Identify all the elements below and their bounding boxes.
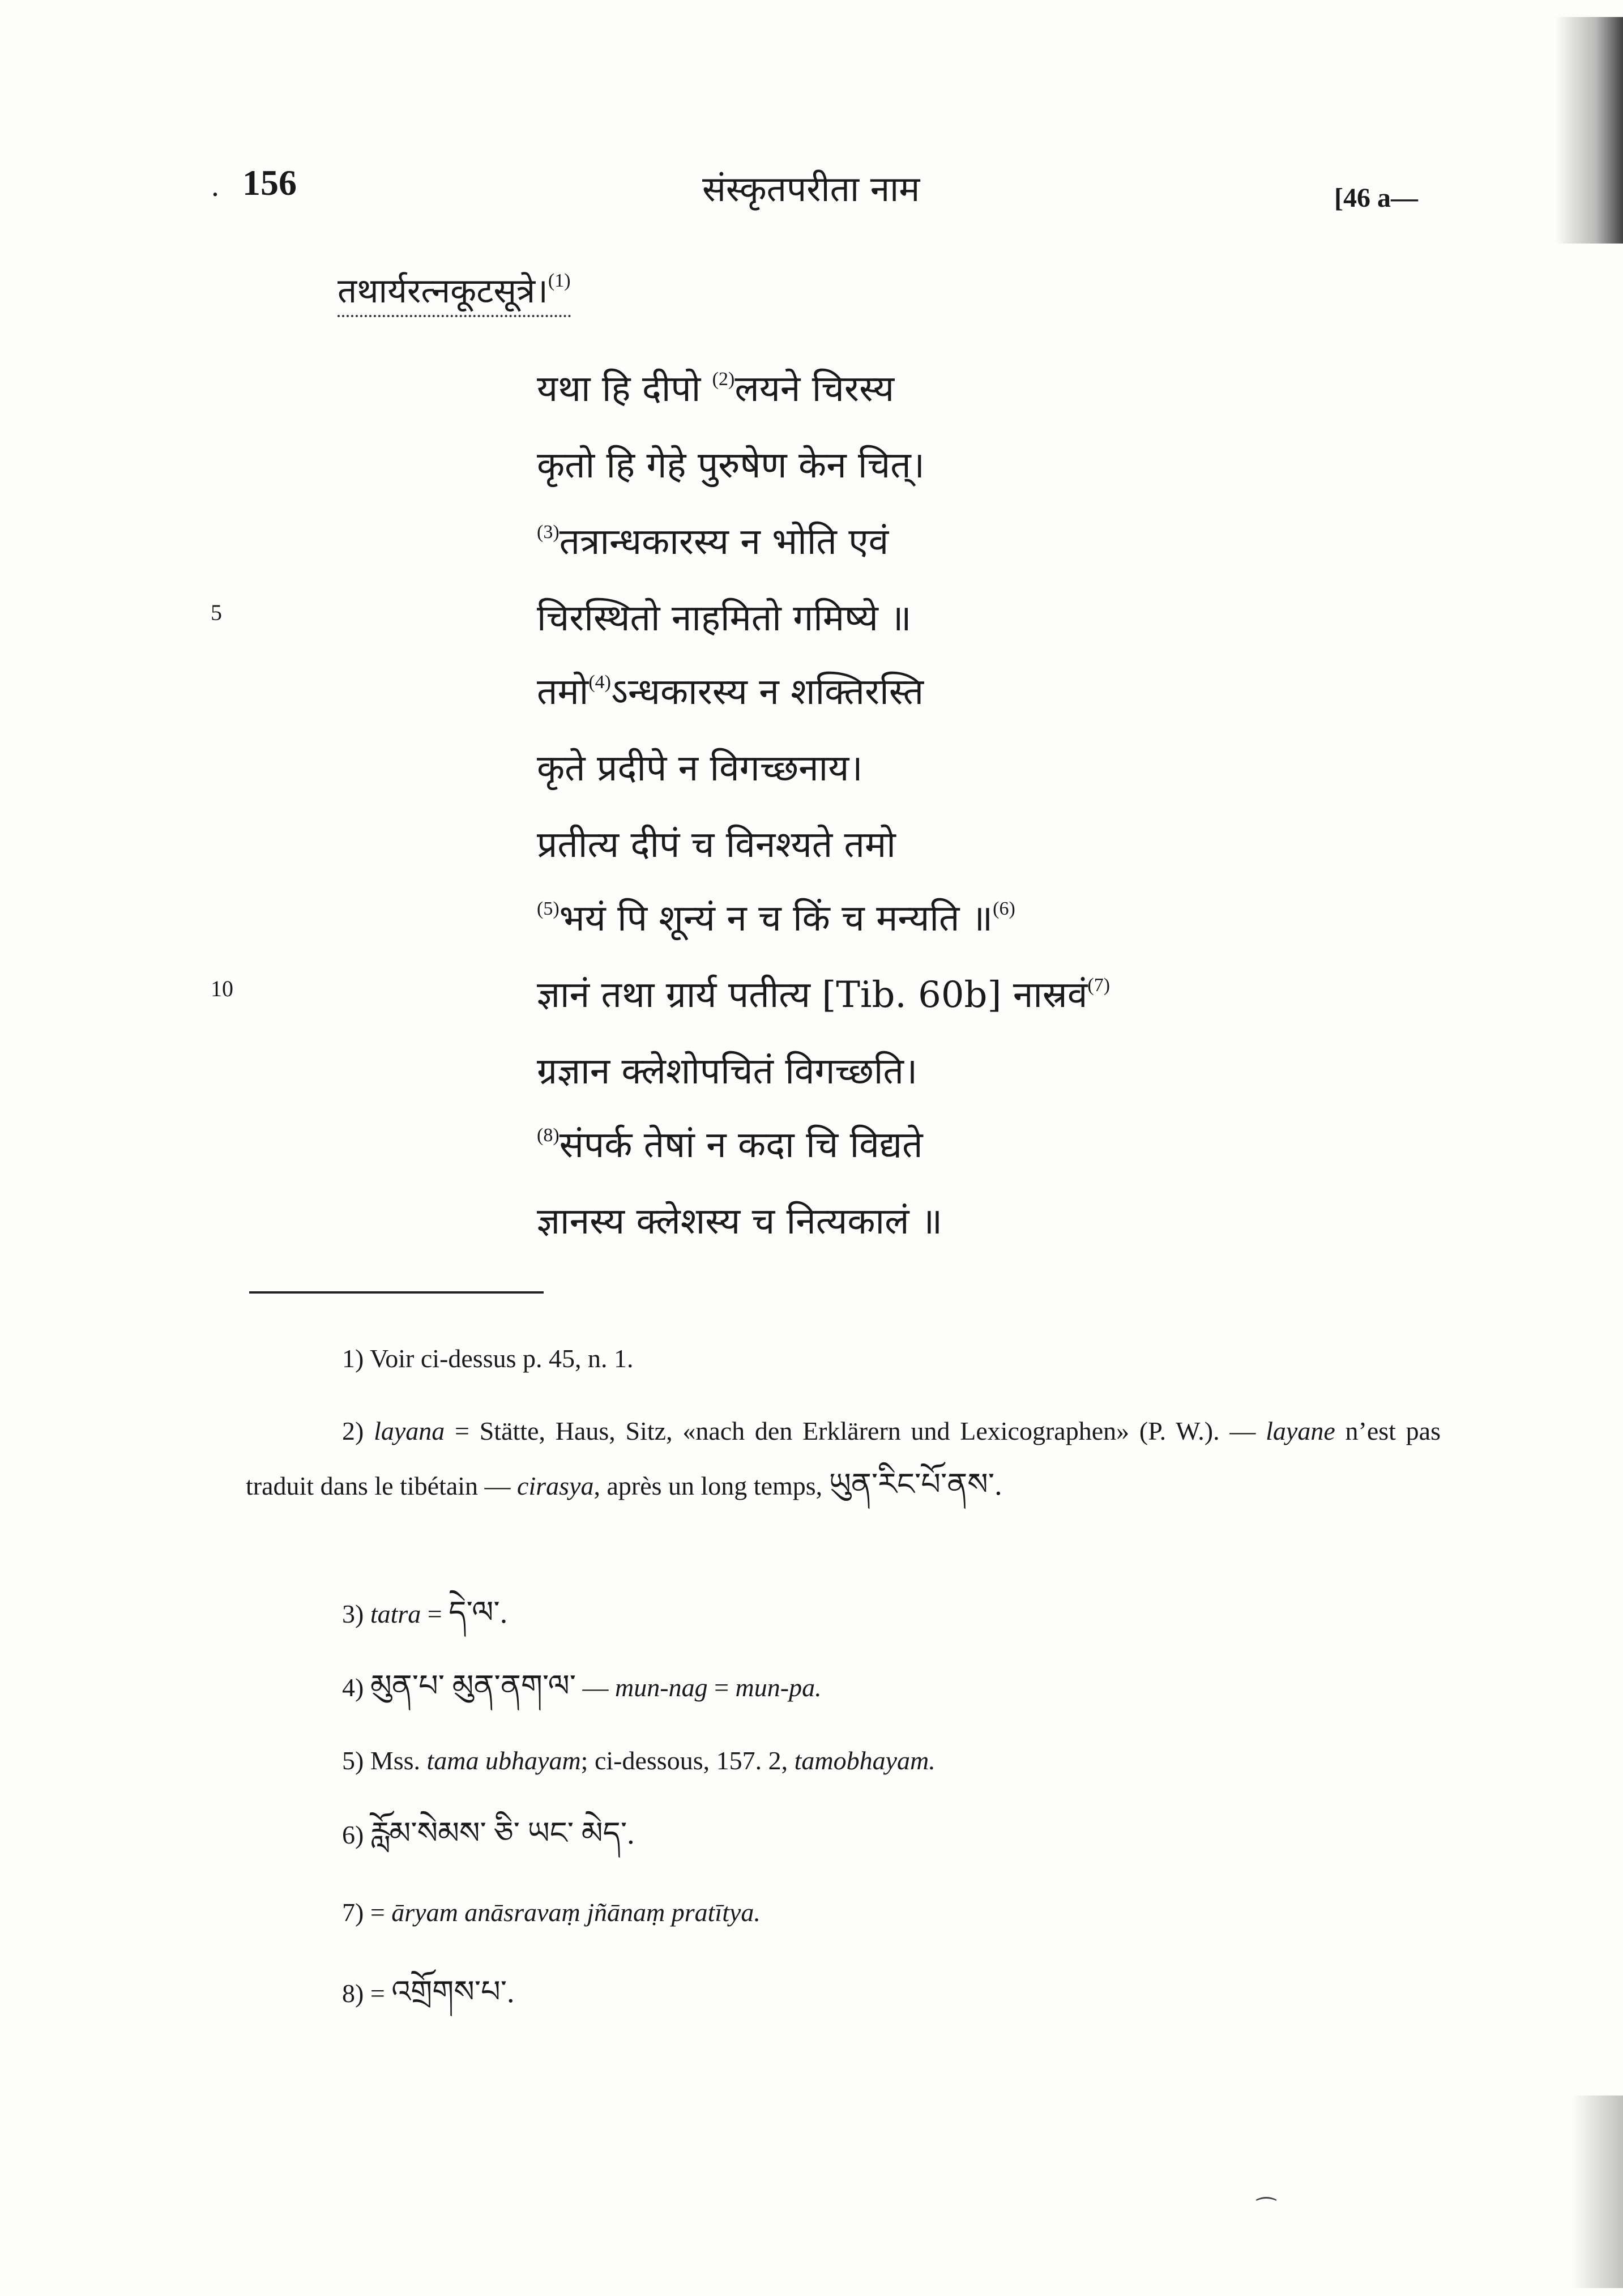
line-number: 10 xyxy=(211,976,233,1001)
verse-text: ज्ञानस्य क्लेशस्य च नित्यकालं ॥ xyxy=(537,1201,943,1243)
verse-text: ग्रज्ञान क्लेशोपचितं विगच्छति। xyxy=(537,1051,918,1092)
footnote-2: 2) layana = Stätte, Haus, Sitz, «nach den Erklärern und Lexicographen» (P. W.). — layane n’est pas traduit dans le tibétain — cirasya, après un long temps, ཡུན་རིང་པོ་ནས་. xyxy=(246,1416,1441,1501)
footnote-7: 7) = āryam anāsravaṃ jñānaṃ pratītya. xyxy=(342,1898,761,1927)
margin-dot: . xyxy=(211,170,220,203)
verse-line xyxy=(537,592,912,641)
footnote-5: 5) Mss. tama ubhayam; ci-dessous, 157. 2, tamobhayam. xyxy=(342,1746,936,1775)
footnote-marker: (3) xyxy=(537,522,559,543)
footnote-marker: (2) xyxy=(712,369,735,390)
scan-mark: ⁀ xyxy=(1257,2197,1276,2224)
verse-line xyxy=(537,968,1110,1018)
scan-edge-shadow xyxy=(1555,17,1623,244)
footnote-marker: (1) xyxy=(548,270,571,291)
verse-line xyxy=(537,818,896,868)
verse-text: लयने चिरस्य xyxy=(734,368,895,410)
verse-text: ज्ञानं तथा ग्रार्य पतीत्य [Tib. 60b] नास्रवं xyxy=(537,974,1088,1016)
sutra-title xyxy=(338,266,571,317)
footnote-marker: (7) xyxy=(1087,975,1111,996)
footnote-1: 1) Voir ci-dessus p. 45, n. 1. xyxy=(342,1344,634,1373)
verse-line xyxy=(537,892,1015,941)
verse-text: संपर्क तेषां न कदा चि विद्यते xyxy=(559,1124,923,1166)
footnote-marker: (8) xyxy=(537,1125,559,1146)
footnote-marker: (5) xyxy=(537,898,559,919)
verse-text: कृतो हि गेहे पुरुषेण केन चित्। xyxy=(537,445,925,486)
line-number: 5 xyxy=(211,600,222,625)
verse-line xyxy=(537,439,925,488)
scan-edge-shadow xyxy=(1572,2096,1623,2288)
verse-line xyxy=(537,515,889,565)
footnote-rule xyxy=(249,1291,544,1294)
verse-text: तत्रान्धकारस्य न भोति एवं xyxy=(559,521,889,563)
verse-line xyxy=(537,665,924,715)
verse-text: प्रतीत्य दीपं च विनश्यते तमो xyxy=(537,824,896,866)
verse-text: तमो xyxy=(537,671,589,713)
sutra-title-text: तथार्यरत्नकूटसूत्रे। xyxy=(338,271,548,311)
footnote-8: 8) = འགྲོགས་པ་. xyxy=(342,1975,515,2009)
folio-reference: [46 a— xyxy=(1334,183,1418,213)
footnote-4: 4) མུན་པ་ མུན་ནག་ལ་ — mun-nag = mun-pa. xyxy=(342,1669,822,1703)
running-title: संस्कृतपरीता नाम xyxy=(702,168,920,210)
verse-text: कृते प्रदीपे न विगच्छनाय। xyxy=(537,748,863,789)
footnote-marker: (4) xyxy=(588,672,611,693)
verse-line xyxy=(537,1119,923,1168)
verse-text: ऽन्धकारस्य न शक्तिरस्ति xyxy=(610,671,924,713)
verse-text: चिरस्थितो नाहमितो गमिष्ये ॥ xyxy=(537,598,912,639)
footnote-3: 3) tatra = དེ་ལ་. xyxy=(342,1595,508,1629)
footnote-marker: (6) xyxy=(993,898,1015,919)
verse-line xyxy=(537,742,863,791)
verse-line xyxy=(537,362,894,412)
verse-line xyxy=(537,1045,917,1094)
verse-line xyxy=(537,1195,942,1244)
footnote-6: 6) རློམ་སེམས་ ཅི་ ཡང་ མེད་. xyxy=(342,1816,635,1850)
page-number: 156 xyxy=(242,163,297,203)
verse-text: यथा हि दीपो xyxy=(537,368,712,410)
verse-text: भयं पि शून्यं न च किं च मन्यति ॥ xyxy=(559,898,993,940)
